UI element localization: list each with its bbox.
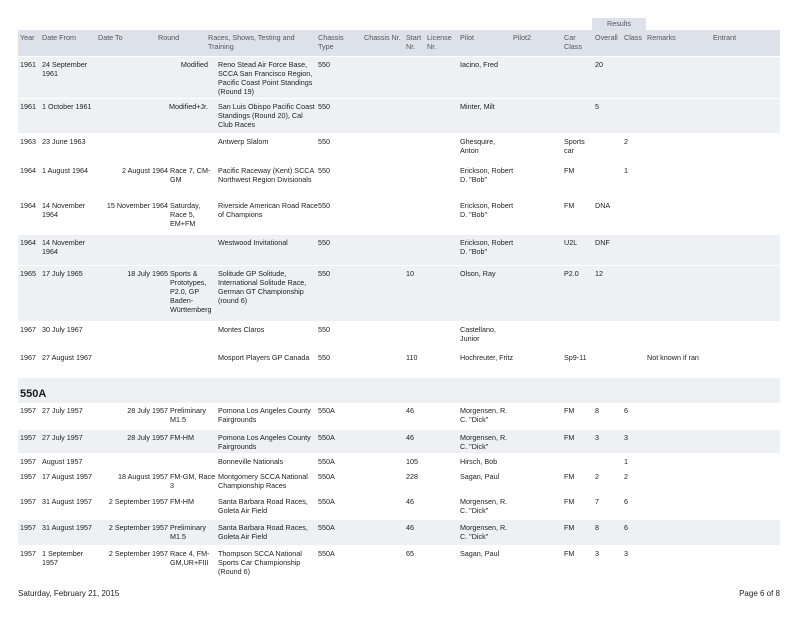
cell-overall: DNA	[595, 201, 611, 210]
table-row	[18, 403, 780, 429]
cell-pilot: Hirsch, Bob	[460, 457, 498, 466]
cell-races: Montes Claros	[218, 325, 265, 334]
cell-year: 1967	[20, 325, 36, 334]
cell-pilot: Ghesquire, Anton	[460, 137, 496, 155]
col-class: Class	[624, 33, 642, 42]
col-date-to: Date To	[98, 33, 123, 42]
cell-car-class: FM	[564, 433, 575, 442]
cell-races: Antwerp Slalom	[218, 137, 269, 146]
cell-races: Santa Barbara Road Races, Goleta Air Field	[218, 523, 308, 541]
cell-round: Preliminary M1.5	[170, 523, 206, 541]
cell-races: San Luis Obispo Pacific Coast Standings (Round 20), Cal Club Races	[218, 102, 315, 129]
cell-class: 1	[624, 166, 628, 175]
cell-date-from: 27 July 1957	[42, 433, 83, 442]
table-row	[18, 454, 780, 468]
cell-pilot: Morgensen, R. C. "Dick"	[460, 523, 508, 541]
col-remarks: Remarks	[647, 33, 676, 42]
col-car-class: Car Class	[564, 33, 582, 51]
cell-start-nr: 10	[406, 269, 414, 278]
col-races: Races, Shows, Testing and Training	[208, 33, 295, 51]
cell-start-nr: 46	[406, 433, 414, 442]
cell-date-to: 2 September 1957	[108, 549, 168, 558]
cell-year: 1961	[20, 102, 36, 111]
table-row	[18, 546, 780, 582]
cell-races: Reno Stead Air Force Base, SCCA San Francisco Region, Pacific Coast Point Standings (Round 19)	[218, 60, 313, 96]
cell-pilot: Olson, Ray	[460, 269, 496, 278]
cell-chassis-type: 550A	[318, 472, 335, 481]
cell-car-class: P2.0	[564, 269, 579, 278]
cell-races: Santa Barbara Road Races, Goleta Air Field	[218, 497, 308, 515]
col-pilot: Pilot	[460, 33, 474, 42]
cell-races: Westwood Invitational	[218, 238, 288, 247]
col-date-from: Date From	[42, 33, 76, 42]
cell-date-from: 1 August 1964	[42, 166, 88, 175]
cell-date-from: 1 September 1957	[42, 549, 84, 567]
cell-date-from: 31 August 1957	[42, 523, 92, 532]
cell-races: Riverside American Road Race of Champions	[218, 201, 318, 219]
footer-page-number: Page 6 of 8	[739, 589, 780, 598]
cell-year: 1957	[20, 406, 36, 415]
cell-chassis-type: 550	[318, 325, 330, 334]
cell-car-class: Sp9-11	[564, 353, 587, 362]
cell-car-class: FM	[564, 166, 575, 175]
cell-date-from: 30 July 1967	[42, 325, 83, 334]
table-row	[18, 430, 780, 453]
cell-chassis-type: 550A	[318, 457, 335, 466]
cell-date-to: 18 August 1957	[118, 472, 168, 481]
cell-pilot: Morgensen, R. C. "Dick"	[460, 433, 508, 451]
cell-year: 1961	[20, 60, 36, 69]
cell-class: 3	[624, 433, 628, 442]
cell-round: Modified	[180, 60, 208, 69]
cell-pilot: Castellano, Junior	[460, 325, 496, 343]
cell-start-nr: 105	[406, 457, 418, 466]
cell-chassis-type: 550	[318, 137, 330, 146]
cell-date-from: 31 August 1957	[42, 497, 92, 506]
cell-round: FM-HM	[170, 497, 194, 506]
table-row	[18, 266, 780, 321]
cell-races: Thompson SCCA National Sports Car Championship (Round 6)	[218, 549, 302, 576]
cell-class: 2	[624, 472, 628, 481]
cell-races: Pomona Los Angeles County Fairgrounds	[218, 406, 311, 424]
table-row	[18, 520, 780, 545]
col-start-nr: Start Nr.	[406, 33, 422, 51]
cell-year: 1965	[20, 269, 36, 278]
table-row	[18, 322, 780, 349]
cell-year: 1964	[20, 166, 36, 175]
cell-round: Preliminary M1.5	[170, 406, 206, 424]
cell-races: Bonneville Nationals	[218, 457, 284, 466]
cell-start-nr: 110	[406, 353, 418, 362]
cell-year: 1967	[20, 353, 36, 362]
cell-car-class: FM	[564, 472, 575, 481]
cell-chassis-type: 550A	[318, 523, 335, 532]
col-license-nr: License Nr.	[427, 33, 452, 51]
cell-date-from: 17 July 1965	[42, 269, 83, 278]
table-row	[18, 134, 780, 162]
cell-chassis-type: 550	[318, 201, 330, 210]
cell-overall: 3	[595, 433, 599, 442]
cell-overall: 7	[595, 497, 599, 506]
cell-date-from: August 1957	[42, 457, 83, 466]
cell-chassis-type: 550	[318, 60, 330, 69]
cell-class: 6	[624, 497, 628, 506]
cell-car-class: U2L	[564, 238, 578, 247]
cell-car-class: Sports car	[564, 137, 585, 155]
cell-year: 1957	[20, 497, 36, 506]
cell-year: 1957	[20, 457, 36, 466]
cell-start-nr: 65	[406, 549, 414, 558]
cell-start-nr: 46	[406, 497, 414, 506]
cell-chassis-type: 550	[318, 102, 330, 111]
cell-chassis-type: 550A	[318, 549, 335, 558]
footer-date: Saturday, February 21, 2015	[18, 589, 120, 598]
cell-car-class: FM	[564, 201, 575, 210]
cell-year: 1963	[20, 137, 36, 146]
cell-pilot: Sagan, Paul	[460, 549, 500, 558]
cell-overall: 8	[595, 406, 599, 415]
cell-year: 1957	[20, 433, 36, 442]
cell-start-nr: 46	[406, 406, 414, 415]
cell-date-from: 27 July 1957	[42, 406, 83, 415]
cell-round: Sports & Prototypes, P2.0, GP Baden-Württemberg	[170, 269, 212, 314]
cell-date-to: 28 July 1957	[127, 406, 168, 415]
cell-date-from: 14 November 1964	[42, 201, 86, 219]
cell-round: Race 7, CM-GM	[170, 166, 211, 184]
cell-date-to: 28 July 1957	[127, 433, 168, 442]
table-row	[18, 198, 780, 234]
cell-round: FM-GM, Race 3	[170, 472, 216, 490]
cell-date-from: 17 August 1957	[42, 472, 92, 481]
cell-pilot: Sagan, Paul	[460, 472, 500, 481]
results-group-header: Results	[592, 18, 646, 30]
col-chassis-type: Chassis Type	[318, 33, 344, 51]
cell-chassis-type: 550A	[318, 406, 335, 415]
cell-date-from: 23 June 1963	[42, 137, 86, 146]
cell-remarks: Not known if ran	[647, 353, 699, 362]
cell-start-nr: 46	[406, 523, 414, 532]
cell-start-nr: 228	[406, 472, 418, 481]
col-chassis-nr: Chassis Nr.	[364, 33, 401, 42]
cell-car-class: FM	[564, 497, 575, 506]
cell-chassis-type: 550	[318, 166, 330, 175]
cell-date-to: 18 July 1965	[127, 269, 168, 278]
cell-overall: 2	[595, 472, 599, 481]
cell-pilot: Morgensen, R. C. "Dick"	[460, 406, 508, 424]
cell-pilot: Hochreuter, Fritz	[460, 353, 514, 362]
cell-pilot: Iacino, Fred	[460, 60, 498, 69]
cell-chassis-type: 550	[318, 269, 330, 278]
cell-races: Mosport Players GP Canada	[218, 353, 310, 362]
cell-date-from: 14 November 1964	[42, 238, 86, 256]
cell-date-to: 15 November 1964	[106, 201, 168, 210]
cell-date-to: 2 August 1964	[122, 166, 168, 175]
cell-overall: 12	[595, 269, 603, 278]
cell-pilot: Minter, Milt	[460, 102, 495, 111]
cell-races: Montgomery SCCA National Championship Races	[218, 472, 308, 490]
cell-races: Pomona Los Angeles County Fairgrounds	[218, 433, 311, 451]
cell-class: 3	[624, 549, 628, 558]
table-row	[18, 235, 780, 265]
table-row	[18, 99, 780, 133]
cell-overall: 20	[595, 60, 603, 69]
cell-overall: 5	[595, 102, 599, 111]
cell-year: 1957	[20, 472, 36, 481]
cell-chassis-type: 550A	[318, 433, 335, 442]
table-row	[18, 163, 780, 197]
cell-class: 2	[624, 137, 628, 146]
table-row	[18, 494, 780, 519]
cell-year: 1957	[20, 523, 36, 532]
cell-car-class: FM	[564, 406, 575, 415]
cell-year: 1964	[20, 238, 36, 247]
col-overall: Overall	[595, 33, 618, 42]
cell-pilot: Erickson, Robert D. "Bob"	[460, 201, 514, 219]
cell-pilot: Morgensen, R. C. "Dick"	[460, 497, 508, 515]
section-title: 550A	[20, 388, 47, 400]
cell-round: Race 4, FM-GM,UR+FIII	[170, 549, 210, 567]
cell-round: FM-HM	[170, 433, 194, 442]
cell-round: Modified+Jr.	[169, 102, 208, 111]
cell-class: 1	[624, 457, 628, 466]
cell-date-to: 2 September 1957	[108, 523, 168, 532]
section-header	[18, 378, 780, 403]
cell-chassis-type: 550A	[318, 497, 335, 506]
cell-year: 1964	[20, 201, 36, 210]
cell-overall: 3	[595, 549, 599, 558]
cell-date-to: 2 September 1957	[108, 497, 168, 506]
cell-races: Solitude GP Solitude, International Solitude Race, German GT Championship (round 6)	[218, 269, 307, 305]
table-row	[18, 469, 780, 493]
cell-class: 6	[624, 406, 628, 415]
cell-class: 6	[624, 523, 628, 532]
cell-car-class: FM	[564, 549, 575, 558]
col-year: Year	[20, 33, 35, 42]
cell-races: Pacific Raceway (Kent) SCCA Northwest Region Divisionals	[218, 166, 314, 184]
cell-date-from: 1 October 1961	[42, 102, 92, 111]
table-row	[18, 350, 780, 377]
cell-car-class: FM	[564, 523, 575, 532]
col-pilot2: Pilot2	[513, 33, 531, 42]
cell-chassis-type: 550	[318, 353, 330, 362]
cell-date-from: 27 August 1967	[42, 353, 92, 362]
cell-overall: DNF	[595, 238, 610, 247]
cell-pilot: Erickson, Robert D. "Bob"	[460, 166, 514, 184]
col-entrant: Entrant	[713, 33, 737, 42]
cell-pilot: Erickson, Robert D. "Bob"	[460, 238, 514, 256]
table-header	[18, 30, 780, 56]
cell-overall: 8	[595, 523, 599, 532]
cell-round: Saturday, Race 5, EM+FM	[170, 201, 201, 228]
col-round: Round	[158, 33, 180, 42]
cell-date-from: 24 September 1961	[42, 60, 88, 78]
cell-year: 1957	[20, 549, 36, 558]
cell-chassis-type: 550	[318, 238, 330, 247]
table-row	[18, 57, 780, 98]
